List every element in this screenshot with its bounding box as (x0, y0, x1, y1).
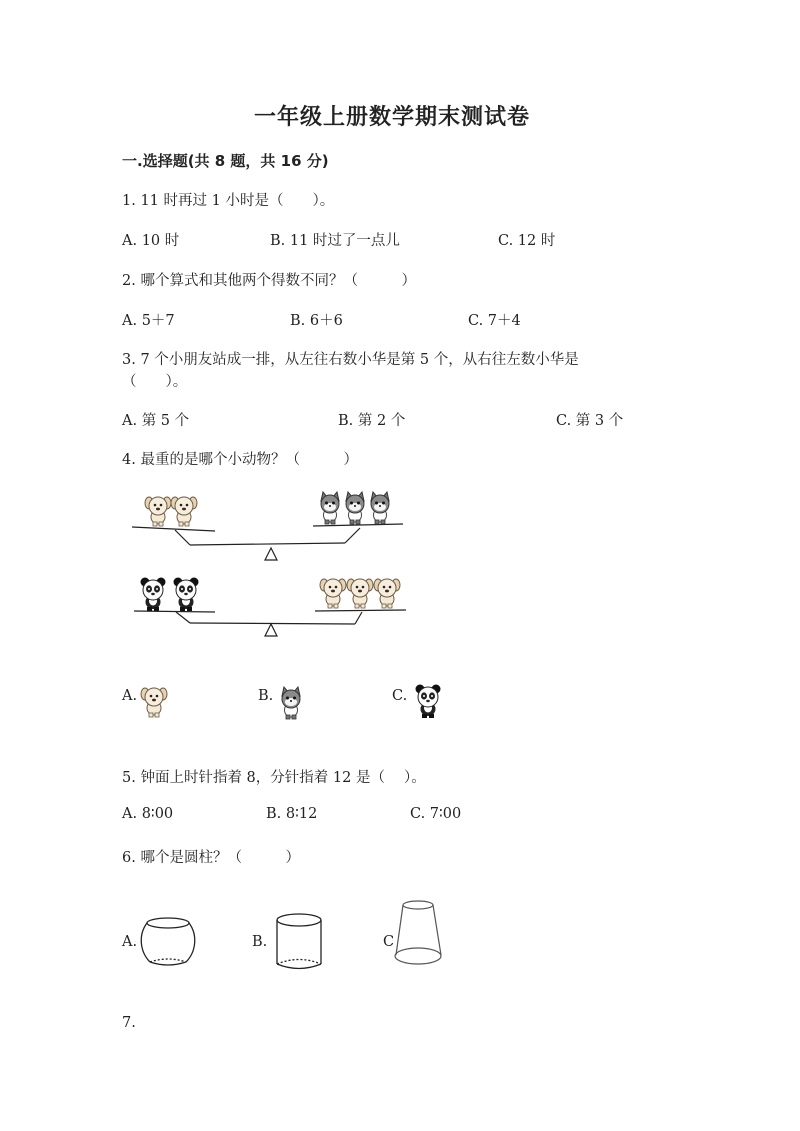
q1-option-c[interactable]: C. 12 时 (498, 233, 556, 249)
question-5: 5. 钟面上时针指着 8，分针指着 12 是（ ）。 (122, 770, 426, 786)
cone-frustum-shape-icon (395, 901, 441, 964)
q5-option-b[interactable]: B. 8∶12 (266, 806, 318, 822)
scale-1 (132, 492, 403, 560)
question-1: 1. 11 时再过 1 小时是（ ）。 (122, 193, 335, 209)
question-3-cont: （ ）。 (122, 374, 188, 390)
q4-option-c[interactable]: C. (392, 688, 408, 704)
q4-option-a[interactable]: A. (122, 688, 138, 704)
cylinder-shape-icon (277, 914, 321, 969)
q2-option-b[interactable]: B. 6＋6 (290, 313, 343, 329)
q1-option-b[interactable]: B. 11 时过了一点儿 (270, 233, 400, 249)
q3-option-c[interactable]: C. 第 3 个 (556, 413, 624, 429)
q6-option-a[interactable]: A. (122, 934, 138, 950)
q5-option-c[interactable]: C. 7∶00 (410, 806, 462, 822)
scale-2 (134, 578, 406, 637)
question-2: 2. 哪个算式和其他两个得数不同？（ ） (122, 273, 416, 289)
q6-option-b[interactable]: B. (252, 934, 268, 950)
question-7: 7. (122, 1015, 136, 1031)
section-heading: 一.选择题(共 8 题，共 16 分) (122, 152, 329, 170)
q6-option-c[interactable]: C (383, 934, 395, 950)
q1-option-a[interactable]: A. 10 时 (122, 233, 180, 249)
panda-icon (416, 685, 441, 719)
barrel-shape-icon (141, 918, 194, 965)
page-title: 一年级上册数学期末测试卷 (254, 104, 531, 130)
q5-option-a[interactable]: A. 8∶00 (122, 806, 174, 822)
question-3: 3. 7 个小朋友站成一排，从左往右数小华是第 5 个，从右往左数小华是 (122, 352, 579, 368)
q3-option-a[interactable]: A. 第 5 个 (122, 413, 190, 429)
q4-option-b[interactable]: B. (258, 688, 274, 704)
question-4: 4. 最重的是哪个小动物？（ ） (122, 452, 358, 468)
q2-option-a[interactable]: A. 5＋7 (122, 313, 175, 329)
dog-icon (141, 688, 167, 717)
question-6: 6. 哪个是圆柱？（ ） (122, 850, 300, 866)
q3-option-b[interactable]: B. 第 2 个 (338, 413, 406, 429)
cat-icon (282, 687, 300, 719)
q2-option-c[interactable]: C. 7＋4 (468, 313, 521, 329)
